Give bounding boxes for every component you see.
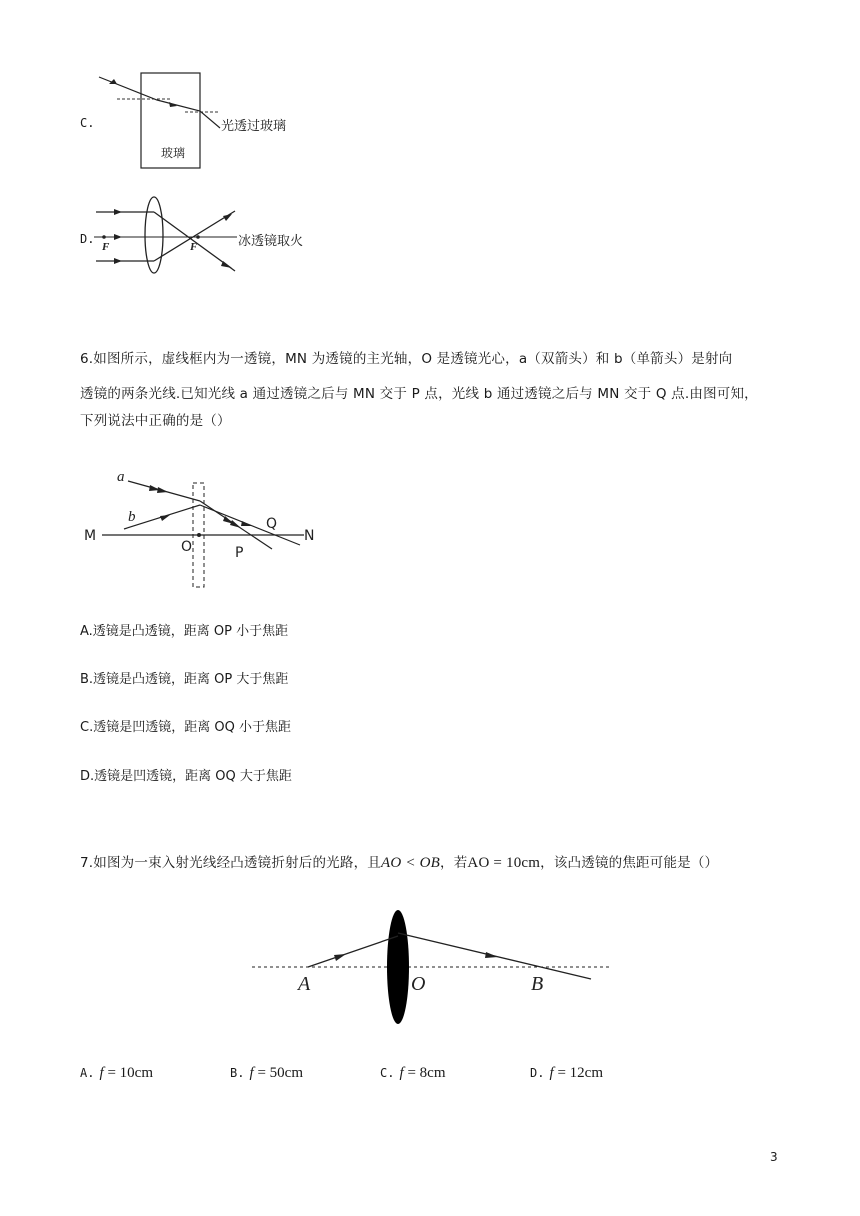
arrow-icon (241, 521, 252, 526)
label-o-point: O (411, 973, 426, 995)
label-n: N (304, 528, 315, 544)
label-b: b (128, 509, 136, 525)
arrow-icon (485, 952, 498, 958)
question-6-line: 下列说法中正确的是（） (80, 413, 231, 429)
focus-point-right (196, 235, 200, 239)
choice-a[interactable]: A.透镜是凸透镜，距离 OP 小于焦距 (80, 624, 289, 639)
choice-d[interactable]: D.透镜是凹透镜，距离 OQ 大于焦距 (80, 769, 292, 784)
question-7-figure (248, 905, 614, 1029)
option-c-caption: 光透过玻璃 (221, 119, 287, 134)
question-7-pre: 7.如图为一束入射光线经凸透镜折射后的光路，且 (80, 855, 381, 871)
label-q: Q (266, 516, 278, 532)
arrow-icon (223, 214, 232, 221)
arrow-icon (334, 954, 346, 961)
condition-ao-lt-ob: AO < OB (380, 855, 440, 871)
question-7-text (80, 852, 800, 874)
arrow-icon (221, 261, 232, 268)
option-c-letter: C. (80, 116, 95, 130)
choice-b[interactable]: B.透镜是凸透镜，距离 OP 大于焦距 (80, 672, 289, 687)
label-a: a (117, 469, 125, 485)
label-b-point: B (531, 973, 544, 995)
choice-a[interactable]: A. f = 10cm (80, 1065, 154, 1081)
option-d-letter: D. (80, 232, 95, 246)
question-6-line: 6.如图所示，虚线框内为一透镜，MN 为透镜的主光轴，O 是透镜光心，a（双箭头）和 b（单箭头）是射向 (80, 351, 733, 367)
focus-label-left: F (102, 241, 110, 253)
glass-refraction-diagram (95, 68, 235, 172)
ray-bottom-refracted (154, 211, 235, 261)
question-6-line: 透镜的两条光线.已知光线 a 通过透镜之后与 MN 交于 P 点，光线 b 通过透镜之后与 MN 交于 Q 点.由图可知， (80, 386, 758, 402)
question-7-mid: ，若 (440, 855, 468, 871)
arrow-icon (160, 515, 170, 521)
arrow-icon (114, 209, 122, 215)
arrow-icon (114, 258, 122, 264)
arrow-icon (114, 234, 122, 240)
label-m: M (84, 528, 97, 544)
label-o: O (181, 539, 193, 555)
question-7-post: ，该凸透镜的焦距可能是（） (540, 855, 719, 871)
page-number: 3 (770, 1150, 778, 1164)
glass-label: 玻璃 (161, 146, 186, 160)
condition-ao-value: AO = 10cm (467, 855, 541, 871)
question-6-figure (82, 465, 332, 591)
question-6-text (80, 342, 800, 439)
choice-d[interactable]: D. f = 12cm (530, 1065, 604, 1081)
convex-lens-solid (387, 910, 409, 1024)
focus-point-left (102, 235, 106, 239)
incident-ray (308, 936, 398, 967)
choice-c[interactable]: C.透镜是凹透镜，距离 OQ 小于焦距 (80, 720, 291, 735)
label-a-point: A (298, 973, 311, 995)
optical-center-point (197, 533, 201, 537)
choice-b[interactable]: B. f = 50cm (230, 1065, 304, 1081)
focus-label-right: F (190, 241, 198, 253)
ice-lens-diagram (92, 194, 240, 276)
option-d-caption: 冰透镜取火 (238, 234, 304, 249)
double-arrow-icon (157, 487, 168, 493)
choice-c[interactable]: C. f = 8cm (380, 1065, 446, 1081)
label-p: P (235, 545, 244, 561)
light-ray (99, 77, 220, 128)
